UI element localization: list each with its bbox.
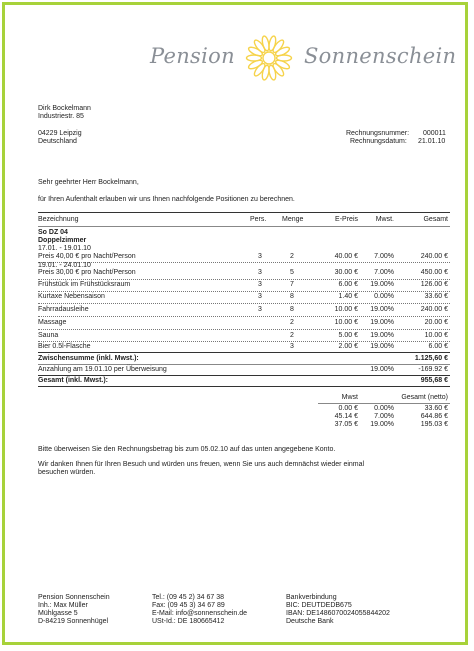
row-desc: Kurtaxe Nebensaison — [38, 293, 105, 300]
row-gesamt: 20.00 € — [424, 319, 448, 326]
row-mwst: 19.00% — [370, 343, 394, 350]
page-border — [2, 2, 468, 645]
row-mwst: 7.00% — [374, 253, 394, 260]
row-desc: Preis 40,00 € pro Nacht/Person — [38, 253, 136, 260]
row-divider — [38, 303, 450, 304]
deposit-rule — [38, 364, 450, 365]
footer-street: Mühlgasse 5 — [38, 610, 78, 617]
row-mwst: 0.00% — [374, 293, 394, 300]
footer-email[interactable]: E-Mail: info@sonnenschein.de — [152, 610, 248, 617]
col-header-pers: Pers. — [250, 216, 267, 223]
deposit-mwst: 19.00% — [370, 366, 394, 373]
row-pers: 3 — [258, 269, 262, 276]
row-date: 17.01. - 19.01.10 — [38, 245, 91, 252]
payment-note: Bitte überweisen Sie den Rechnungsbetrag bis zum 05.02.10 auf das unten angegebene Konto. — [38, 446, 336, 453]
invoice-date-label: Rechnungsdatum: — [350, 138, 407, 145]
row-preis: 10.00 € — [334, 319, 358, 326]
footer-phone: Tel.: (09 45 2) 34 67 38 — [152, 594, 224, 601]
row-gesamt: 6.00 € — [428, 343, 448, 350]
recipient-street: Industriestr. 85 — [38, 113, 84, 120]
total-label: Gesamt (inkl. Mwst.): — [38, 377, 109, 384]
row-desc: Massage — [38, 319, 67, 326]
invoice-number-label: Rechnungsnummer: — [346, 130, 410, 137]
row-divider — [38, 329, 450, 330]
row-menge: 5 — [290, 269, 294, 276]
row-divider — [38, 279, 450, 280]
row-date: 19.01. - 24.01.10 — [38, 262, 91, 269]
subtotal-label: Zwischensumme (inkl. Mwst.): — [38, 355, 139, 362]
recipient-name: Dirk Bockelmann — [38, 105, 91, 112]
total-rule — [38, 375, 450, 376]
group-title: So DZ 04 — [38, 229, 68, 236]
row-desc: Bier 0.5l-Flasche — [38, 343, 91, 350]
row-pers: 3 — [258, 253, 262, 260]
tax-row-rate: 7.00% — [374, 413, 394, 420]
row-menge: 2 — [290, 253, 294, 260]
tax-row-rate: 0.00% — [374, 405, 394, 412]
recipient-country: Deutschland — [38, 138, 77, 145]
row-mwst: 19.00% — [370, 281, 394, 288]
footer-bank-name: Deutsche Bank — [286, 618, 334, 625]
row-mwst: 19.00% — [370, 319, 394, 326]
row-preis: 30.00 € — [334, 269, 358, 276]
recipient-city: 04229 Leipzig — [38, 130, 82, 137]
row-preis: 6.00 € — [338, 281, 358, 288]
col-header-menge: Menge — [282, 216, 304, 223]
row-menge: 7 — [290, 281, 294, 288]
table-header-rule — [38, 226, 450, 227]
tax-header-netto: Gesamt (netto) — [401, 394, 448, 401]
row-desc: Sauna — [38, 332, 59, 339]
row-gesamt: 240.00 € — [420, 253, 448, 260]
sun-ray — [268, 35, 277, 51]
row-gesamt: 240.00 € — [420, 306, 448, 313]
col-header-mwst: Mwst. — [375, 216, 394, 223]
thanks-line-1: Wir danken Ihnen für Ihren Besuch und würden uns freuen, wenn Sie uns auch demnächst wieder einmal — [38, 461, 365, 468]
row-gesamt: 33.60 € — [424, 293, 448, 300]
group-subtitle: Doppelzimmer — [38, 237, 87, 244]
deposit-value: -169.92 € — [418, 366, 448, 373]
total-bottom-rule — [38, 386, 450, 387]
total-value: 955,68 € — [420, 377, 448, 384]
thanks-line-2: besuchen würden. — [38, 469, 96, 476]
row-preis: 2.00 € — [338, 343, 358, 350]
sun-ray — [261, 65, 270, 81]
footer-fax: Fax: (09 45 3) 34 67 89 — [152, 602, 225, 609]
row-pers: 3 — [258, 293, 262, 300]
brand-name-left: Pension — [150, 44, 235, 68]
row-divider — [38, 262, 450, 263]
footer-bank-title: Bankverbindung — [286, 594, 337, 601]
footer-iban: IBAN: DE1486070024055844202 — [286, 610, 390, 617]
row-pers: 3 — [258, 281, 262, 288]
subtotal-value: 1.125,60 € — [414, 355, 448, 362]
row-desc: Frühstück im Frühstücksraum — [38, 281, 131, 288]
row-divider — [38, 316, 450, 317]
sun-ray — [271, 39, 285, 54]
row-divider — [38, 341, 450, 342]
row-menge: 2 — [290, 332, 294, 339]
tax-row-mwst: 37.05 € — [334, 421, 358, 428]
tax-row-netto: 195.03 € — [420, 421, 448, 428]
row-mwst: 19.00% — [370, 332, 394, 339]
invoice-number-value: 000011 — [423, 130, 446, 137]
brand-logo — [150, 36, 457, 80]
sun-ray — [253, 39, 267, 54]
tax-row-mwst: 0.00 € — [338, 405, 358, 412]
row-gesamt: 126.00 € — [420, 281, 448, 288]
row-gesamt: 450.00 € — [420, 269, 448, 276]
row-preis: 5.00 € — [338, 332, 358, 339]
row-menge: 3 — [290, 343, 294, 350]
subtotal-rule — [38, 352, 450, 353]
row-desc: Preis 30,00 € pro Nacht/Person — [38, 269, 136, 276]
row-mwst: 7.00% — [374, 269, 394, 276]
col-header-gesamt: Gesamt — [423, 216, 448, 223]
row-gesamt: 10.00 € — [424, 332, 448, 339]
invoice-date-value: 21.01.10 — [418, 138, 446, 145]
row-pers: 3 — [258, 306, 262, 313]
brand-name-right: Sonnenschein — [304, 44, 457, 68]
tax-row-netto: 33.60 € — [424, 405, 448, 412]
deposit-label: Anzahlung am 19.01.10 per Überweisung — [38, 366, 167, 373]
col-header-bezeichnung: Bezeichnung — [38, 216, 79, 223]
row-preis: 10.00 € — [334, 306, 358, 313]
col-header-epreis: E-Preis — [335, 216, 358, 223]
sun-ray — [253, 62, 267, 77]
footer-company: Pension Sonnenschein — [38, 594, 110, 601]
row-menge: 8 — [290, 306, 294, 313]
footer-city: D-84219 Sonnenhügel — [38, 618, 109, 625]
row-preis: 40.00 € — [334, 253, 358, 260]
sun-icon — [241, 30, 297, 86]
tax-row-rate: 19.00% — [370, 421, 394, 428]
sun-ray — [271, 62, 285, 77]
footer-bic: BIC: DEUTDEDB675 — [286, 602, 352, 609]
tax-row-mwst: 45.14 € — [334, 413, 358, 420]
row-menge: 8 — [290, 293, 294, 300]
table-top-rule — [38, 212, 450, 213]
tax-header-mwst: Mwst — [341, 394, 358, 401]
row-preis: 1.40 € — [338, 293, 358, 300]
tax-header-rule — [318, 403, 450, 404]
tax-row-netto: 644.86 € — [420, 413, 448, 420]
intro-text: für Ihren Aufenthalt erlauben wir uns Ihnen nachfolgende Positionen zu berechnen. — [38, 196, 295, 203]
row-divider — [38, 291, 450, 292]
footer-vat-id: USt-Id.: DE 180665412 — [152, 618, 225, 625]
salutation: Sehr geehrter Herr Bockelmann, — [38, 179, 139, 186]
row-mwst: 19.00% — [370, 306, 394, 313]
row-menge: 2 — [290, 319, 294, 326]
sun-core — [263, 52, 275, 64]
row-desc: Fahrradausleihe — [38, 306, 89, 313]
footer-owner: Inh.: Max Müller — [38, 602, 88, 609]
